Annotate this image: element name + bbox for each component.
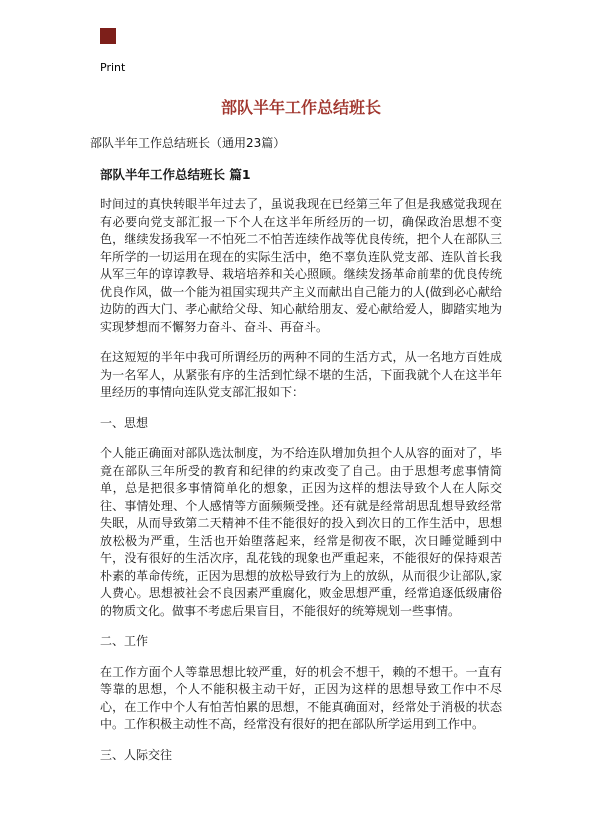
paragraph-work: 在工作方面个人等靠思想比较严重，好的机会不想干，赖的不想干。一直有等靠的思想，个人不能积极主动干好，正因为这样的思想导致工作中不尽心，在工作中个人有怕苦怕累的思想，不能真确面对，经常处于消极的状态中。工作积极主动性不高，经常没有很好的把在部队所学运用到工作中。 bbox=[100, 664, 502, 731]
section-heading-thought: 一、思想 bbox=[100, 415, 149, 430]
paragraph-thought: 个人能正确面对部队选汰制度，为不给连队增加负担个人从容的面对了，毕竟在部队三年所受的教育和纪律的约束改变了自己。由于思想考虑事情简单，总是把很多事情简单化的想象，正因为这样的想法导致个人在人际交往、事情处理、个人感情等方面频频受挫。还有就是经常胡思乱想导致经常失眠，从而导致第二天精神不佳不能很好的投入到次日的工作生活中，思想放松极为严重，生活也开始堕落起来，经常是彻夜不眠，次日睡觉睡到中午，没有很好的生活次序，乱花钱的现象也严重起来，不能很好的保持艰苦朴素的革命传统，正因为思想的放松导致行为上的放纵，从而很少让部队,家人费心。思想被社会不良因素严重腐化，败金思想严重，经常追逐低级庸俗的物质文化。做事不考虑后果盲目，不能很好的统筹规划一些事情。 bbox=[100, 446, 502, 618]
section-heading-relations: 三、人际交往 bbox=[100, 747, 173, 762]
print-button[interactable]: Print bbox=[100, 61, 126, 74]
paragraph-overview: 在这短短的半年中我可所谓经历的两种不同的生活方式，从一名地方百姓成为一名军人，从紧张有序的生活到忙绿不堪的生活，下面我就个人在这半年里经历的事情向连队党支部汇报如下： bbox=[100, 350, 502, 399]
article-section-title: 部队半年工作总结班长 篇1 bbox=[100, 167, 251, 182]
document-subtitle: 部队半年工作总结班长（通用23篇） bbox=[90, 136, 286, 150]
print-icon[interactable] bbox=[100, 28, 116, 44]
print-area bbox=[100, 28, 502, 75]
page-title: 部队半年工作总结班长 bbox=[220, 98, 381, 117]
section-heading-work: 二、工作 bbox=[100, 634, 149, 648]
paragraph-intro: 时间过的真快转眼半年过去了，虽说我现在已经第三年了但是我感觉我现在有必要向党支部汇报一下个人在这半年所经历的一切，确保政治思想不变色，继续发扬我军一不怕死二不怕苦连续作战等优良传统，把个人在部队三年所学的一切运用在现在的实际生活中，绝不辜负连队党支部、连队首长我从军三年的谆谆教导、栽培培养和关心照顾。继续发扬革命前辈的优良传统优良作风，做一个能为祖国实现共产主义而献出自己能力的人(做到必心献给边防的西大门、孝心献给父母、知心献给朋友、爱心献给爱人，脚踏实地为实现梦想而不懈努力奋斗、奋斗、再奋斗。 bbox=[100, 197, 502, 334]
